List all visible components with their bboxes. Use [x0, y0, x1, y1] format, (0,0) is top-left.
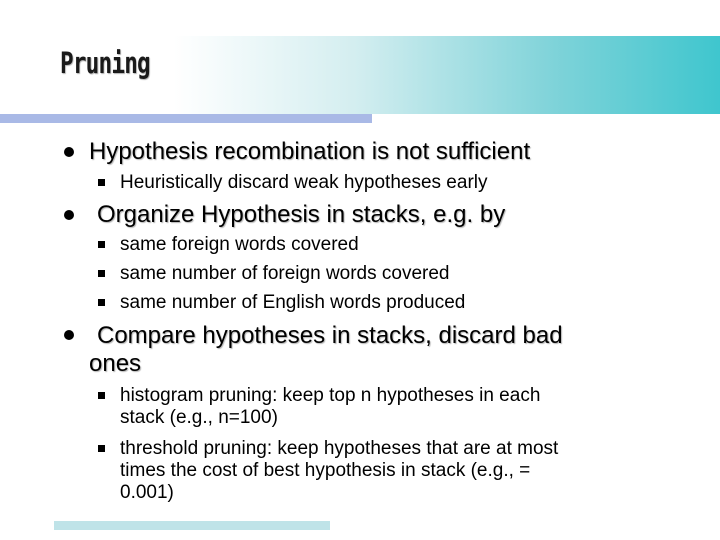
sub-bullet-text-line-2: times the cost of best hypothesis in stack (e.g., =: [120, 460, 531, 481]
sub-bullet-text-line-1: threshold pruning: keep hypotheses that are at most: [120, 438, 559, 459]
square-bullet-icon: [98, 179, 105, 186]
sub-bullet-text: same foreign words covered: [120, 234, 359, 255]
sub-bullet-text-line-3: 0.001): [120, 482, 174, 503]
sub-bullet-text-line-1: histogram pruning: keep top n hypotheses in each: [120, 385, 541, 406]
bullet-text-line-1: Compare hypotheses in stacks, discard bad: [97, 322, 563, 349]
square-bullet-icon: [98, 392, 105, 399]
sub-bullet-text: same number of foreign words covered: [120, 263, 450, 284]
title-bar: [54, 36, 720, 114]
square-bullet-icon: [98, 445, 105, 452]
sub-bullet-text: same number of English words produced: [120, 292, 466, 313]
bullet-text: Hypothesis recombination is not sufficient: [89, 138, 531, 165]
sub-bullet-text: Heuristically discard weak hypotheses early: [120, 172, 488, 193]
sub-bullet-text-line-2: stack (e.g., n=100): [120, 407, 278, 428]
bullet-text-line-2: ones: [89, 350, 142, 377]
bottom-decoration-bar: [54, 521, 330, 530]
square-bullet-icon: [98, 241, 105, 248]
bullet-dot-icon: [64, 147, 74, 157]
square-bullet-icon: [98, 299, 105, 306]
bullet-text: Organize Hypothesis in stacks, e.g. by: [97, 201, 506, 228]
square-bullet-icon: [98, 270, 105, 277]
slide-title: Pruning: [60, 46, 150, 80]
title-underline: [0, 114, 372, 123]
bullet-dot-icon: [64, 330, 74, 340]
bullet-dot-icon: [64, 210, 74, 220]
